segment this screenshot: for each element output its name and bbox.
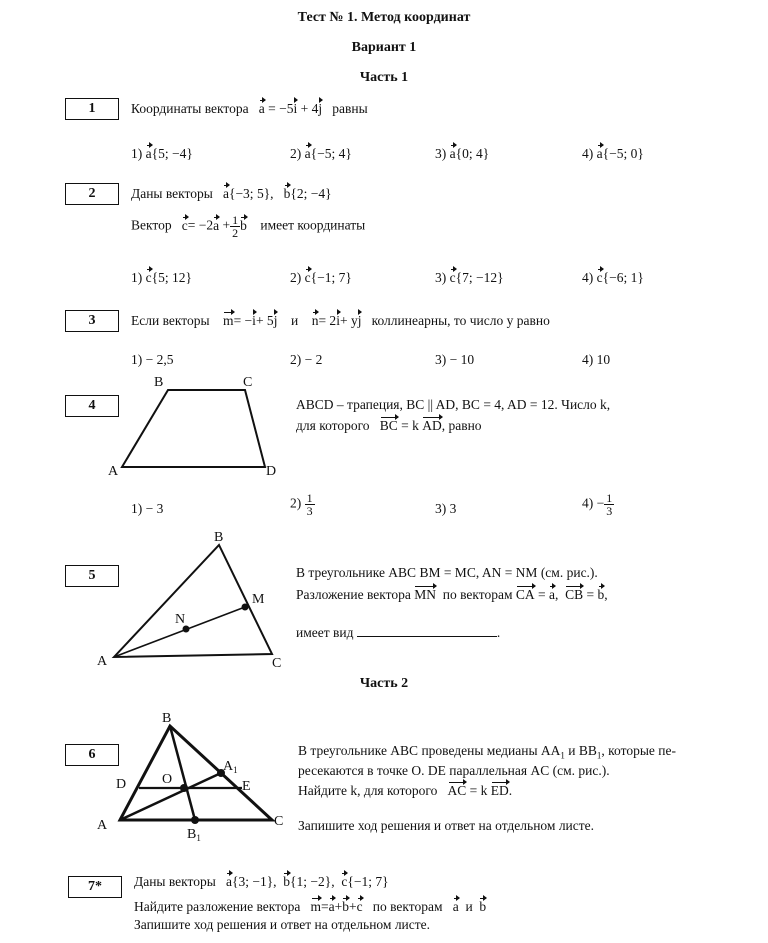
question-7-line2: Найдите разложение вектора m=a+b+c по векторам a и b: [134, 899, 487, 914]
question-7-line3: Запишите ход решения и ответ на отдельном листе.: [134, 917, 431, 932]
q2-option-4[interactable]: 4) c{−6; 1}: [582, 270, 644, 285]
label-c: C: [274, 814, 284, 829]
q1-option-3[interactable]: 3) a{0; 4}: [435, 146, 490, 161]
q1-option-2[interactable]: 2) a{−5; 4}: [290, 146, 352, 161]
q4-option-4[interactable]: 4) − $\frac{1}{3}$: [582, 491, 613, 518]
label-a: A: [97, 654, 108, 669]
answer-blank[interactable]: [357, 636, 497, 637]
question-2-line1: Даны векторы a{−3; 5}, b{2; −4}: [131, 186, 332, 201]
q1-option-1[interactable]: 1) a{5; −4}: [131, 146, 193, 161]
label-e: E: [242, 779, 251, 794]
label-c: C: [243, 375, 253, 390]
label-c: C: [272, 656, 282, 671]
question-2-number: 2: [65, 183, 119, 205]
label-b1: B: [187, 827, 197, 842]
part1-title: Часть 1: [359, 70, 409, 85]
label-d: D: [116, 777, 127, 792]
q3-option-2[interactable]: 2) − 2: [290, 352, 323, 367]
question-5-line1: В треугольнике ABC BM = MC, AN = NM (см. рис.).: [296, 565, 598, 580]
q1-option-4[interactable]: 4) a{−5; 0}: [582, 146, 644, 161]
question-5-line3: имеет вид .: [296, 625, 501, 640]
label-a: A: [97, 818, 108, 833]
question-2-line2: Вектор c= −2a + $\frac{1}{2}$ b имеет координаты: [131, 213, 366, 240]
q2-option-2[interactable]: 2) c{−1; 7}: [290, 270, 352, 285]
question-5-line2: Разложение вектора MN по векторам CA = a, CB = b,: [296, 587, 608, 602]
label-a1: A: [223, 759, 234, 774]
label-b: B: [154, 375, 164, 390]
label-o: O: [162, 772, 173, 787]
q2-option-1[interactable]: 1) c{5; 12}: [131, 270, 192, 285]
q3-option-4[interactable]: 4) 10: [582, 352, 611, 367]
question-6-line1: В треугольнике ABC проведены медианы $AA_1$ и $BB_1$, которые пе-: [298, 743, 676, 761]
question-6-line4: Запишите ход решения и ответ на отдельном листе.: [298, 818, 595, 833]
label-m: M: [252, 592, 265, 607]
triangle-figure-6: [92, 708, 292, 843]
q4-option-3[interactable]: 3) 3: [435, 501, 457, 516]
question-4-line1: ABCD – трапеция, BC || AD, BC = 4, AD = 12. Число k,: [296, 397, 611, 412]
svg-text:B1: $B_1$: [187, 827, 201, 843]
label-d: D: [266, 464, 277, 479]
label-b: B: [162, 711, 172, 726]
q2-option-3[interactable]: 3) c{7; −12}: [435, 270, 504, 285]
question-3-number: 3: [65, 310, 119, 332]
question-4-number: 4: [65, 395, 119, 417]
trapezoid-figure: [100, 370, 290, 480]
variant-title: Вариант 1: [351, 40, 417, 55]
question-5-number: 5: [65, 565, 119, 587]
triangle-figure-5: [92, 527, 302, 672]
label-b: B: [214, 530, 224, 545]
question-1-text: Координаты вектора a = −5i + 4j равны: [131, 101, 368, 116]
test-title: Тест № 1. Метод координат: [297, 10, 471, 25]
label-a: A: [108, 464, 119, 479]
question-4-line2: для которого BC = k AD, равно: [296, 418, 482, 433]
label-n: N: [175, 612, 186, 627]
question-7-number: 7*: [68, 876, 122, 898]
question-6-number: 6: [65, 744, 119, 766]
question-7-line1: Даны векторы a{3; −1}, b{1; −2}, c{−1; 7}: [134, 874, 389, 889]
q3-option-1[interactable]: 1) − 2,5: [131, 352, 174, 367]
question-6-line3: Найдите k, для которого AC = k ED.: [298, 783, 513, 798]
question-6-line2: ресекаются в точке O. DE параллельная AC (см. рис.).: [298, 763, 610, 778]
question-1-number: 1: [65, 98, 119, 120]
q3-option-3[interactable]: 3) − 10: [435, 352, 475, 367]
part2-title: Часть 2: [359, 676, 409, 691]
q4-option-2[interactable]: 2) $\frac{1}{3}$: [290, 491, 313, 518]
question-3-text: Если векторы m= −i+ 5j и n= 2i+ yj коллинеарны, то число y равно: [131, 313, 550, 328]
q4-option-1[interactable]: 1) − 3: [131, 501, 164, 516]
svg-text:A1: $A_1$: [223, 759, 238, 775]
